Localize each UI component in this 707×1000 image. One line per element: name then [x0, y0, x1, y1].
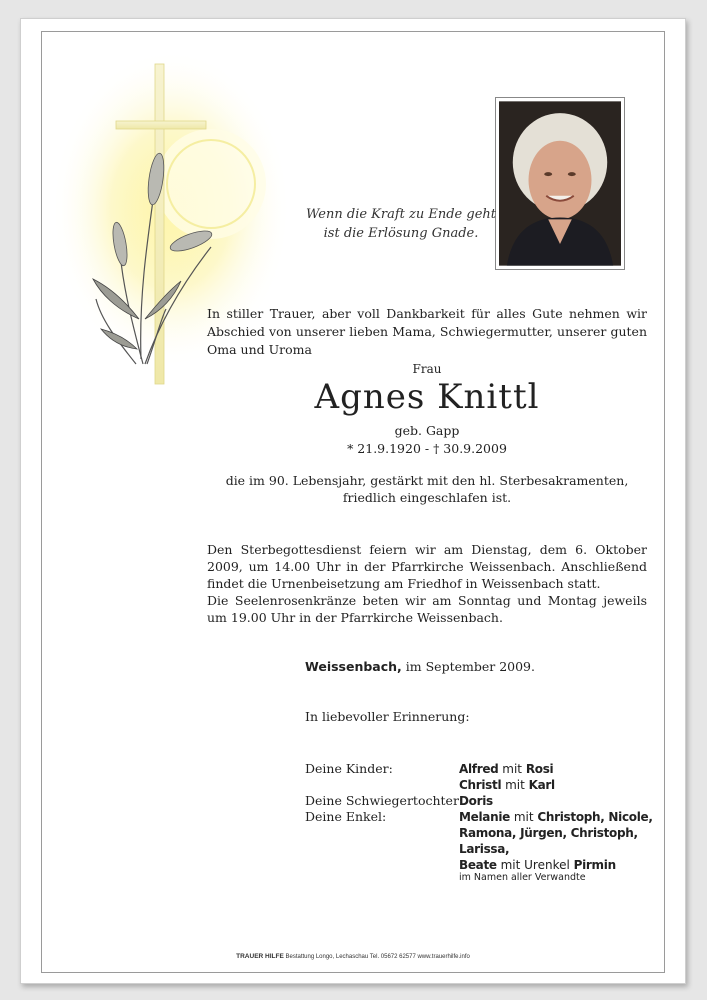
- grandchildren-names-3: Larissa,: [459, 842, 510, 856]
- grandchildren-line-3: [459, 841, 659, 857]
- all-relatives: im Namen aller Verwandte: [459, 872, 586, 883]
- passing-line-2: friedlich eingeschlafen ist.: [342, 490, 512, 505]
- grandchild-1-partners: Christoph, Nicole,: [537, 810, 653, 824]
- deceased-name: Agnes Knittl: [314, 377, 540, 417]
- grandchildren-label: Deine Enkel:: [305, 809, 387, 824]
- child-2-mit: mit: [501, 778, 529, 792]
- life-dates: * 21.9.1920 - † 30.9.2009: [347, 441, 507, 456]
- memory-text: In liebevoller Erinnerung:: [305, 709, 470, 724]
- portrait-photo: [495, 97, 625, 270]
- place-date-text: im September 2009.: [401, 659, 535, 674]
- in-law-name: Doris: [459, 794, 493, 808]
- quote: [271, 205, 531, 243]
- in-law-label: Deine Schwiegertochter:: [305, 793, 464, 808]
- child-1-mit: mit: [498, 762, 526, 776]
- child-1: [459, 761, 659, 777]
- children-label: Deine Kinder:: [305, 761, 393, 776]
- intro-text: In stiller Trauer, aber voll Dankbarkeit für alles Gute nehmen wir Abschied von unserer lieben Mama, Schwiegermutter, unserer guten Oma und Uroma: [207, 306, 647, 357]
- birth-name: geb. Gapp: [394, 423, 460, 438]
- funeral-text: Den Sterbegottesdienst feiern wir am Dienstag, dem 6. Oktober 2009, um 14.00 Uhr in der Pfarrkirche Weissenbach. Anschließend findet die Urnenbeisetzung am Friedhof in Weissenbach statt.: [207, 542, 647, 591]
- footer-text: Bestattung Longo, Lechaschau Tel. 05672 62577 www.trauerhilfe.info: [283, 954, 470, 960]
- quote-line-2: ist die Erlösung Gnade.: [323, 226, 479, 241]
- grandchild-1-name: Melanie: [459, 810, 510, 824]
- child-2-partner: Karl: [528, 778, 555, 792]
- grandchild-4-mit: mit Urenkel: [496, 858, 574, 872]
- quote-line-1: Wenn die Kraft zu Ende geht: [306, 207, 496, 222]
- sun-icon: [156, 129, 266, 239]
- footer-brand: TRAUER HILFE: [236, 953, 284, 960]
- child-1-partner: Rosi: [525, 762, 554, 776]
- footer: [21, 953, 685, 960]
- passing-text: [207, 472, 647, 506]
- place-name: Weissenbach,: [305, 659, 402, 674]
- passing-line-1: die im 90. Lebensjahr, gestärkt mit den hl. Sterbesakramenten,: [225, 473, 629, 488]
- grandchild-1-mit: mit: [510, 810, 538, 824]
- child-2-name: Christl: [459, 778, 502, 792]
- title-frau: Frau: [412, 362, 442, 376]
- grandchild-4-name: Beate: [459, 858, 497, 872]
- grandchildren-names-2: Ramona, Jürgen, Christoph,: [459, 826, 638, 840]
- child-2: [459, 777, 659, 793]
- grandchild-4: [459, 857, 659, 873]
- grandchildren-line-2: [459, 825, 659, 841]
- place-date: [305, 659, 535, 674]
- in-law: [459, 793, 659, 809]
- grandchild-4-partner: Pirmin: [573, 858, 616, 872]
- family-list: [459, 761, 659, 873]
- child-1-name: Alfred: [459, 762, 499, 776]
- grandchild-1: [459, 809, 659, 825]
- rosary-text: Die Seelenrosenkränze beten wir am Sonntag und Montag jeweils um 19.00 Uhr in der Pfarrkirche Weissenbach.: [207, 593, 647, 625]
- obituary-sheet: [20, 18, 686, 984]
